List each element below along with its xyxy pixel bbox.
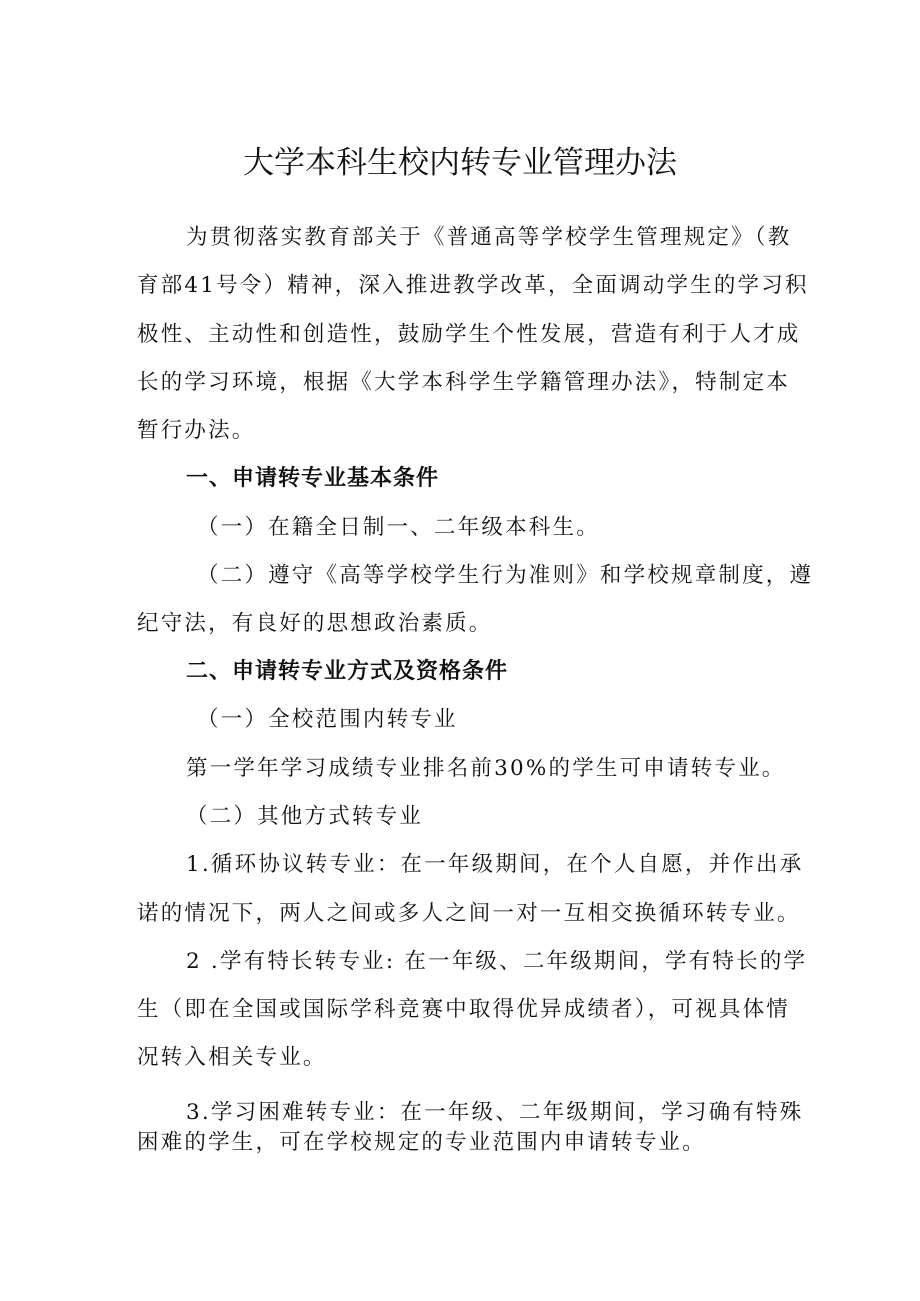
point-1-line-1: 1.循环协议转专业：在一年级期间，在个人自愿，并作出承 xyxy=(186,852,804,877)
point-2-line-3: 况转入相关专业。 xyxy=(137,1045,327,1070)
point-2-line-2: 生（即在全国或国际学科竞赛中取得优异成绩者），可视具体情 xyxy=(137,997,790,1022)
section-1-item-2-line-1: （二）遵守《高等学校学生行为准则》和学校规章制度，遵 xyxy=(197,563,814,588)
intro-line-2: 育部41号令）精神，深入推进教学改革，全面调动学生的学习积 xyxy=(137,273,809,298)
point-3-line-1: 3.学习困难转专业：在一年级、二年级期间，学习确有特殊 xyxy=(186,1100,804,1125)
point-3-line-2: 困难的学生，可在学校规定的专业范围内申请转专业。 xyxy=(137,1130,706,1155)
intro-line-4: 长的学习环境，根据《大学本科学生学籍管理办法》，特制定本 xyxy=(137,370,790,395)
point-2-line-1: 2 .学有特长转专业: 在一年级、二年级期间，学有特长的学 xyxy=(186,949,808,974)
section-2-heading: 二、申请转专业方式及资格条件 xyxy=(186,659,509,684)
intro-line-5: 暂行办法。 xyxy=(137,418,256,443)
section-1-item-2-line-2: 纪守法，有良好的思想政治素质。 xyxy=(137,611,493,636)
section-1-heading: 一、申请转专业基本条件 xyxy=(186,466,440,491)
section-2-sub-2: （二）其他方式转专业 xyxy=(186,804,424,829)
document-title: 大学本科生校内转专业管理办法 xyxy=(243,145,677,181)
intro-line-1: 为贯彻落实教育部关于《普通高等学校学生管理规定》（教 xyxy=(186,225,792,250)
section-2-sub-1: （一）全校范围内转专业 xyxy=(197,707,458,732)
section-1-item-1: （一）在籍全日制一、二年级本科生。 xyxy=(197,515,600,540)
point-1-line-2: 诺的情况下，两人之间或多人之间一对一互相交换循环转专业。 xyxy=(137,901,801,926)
section-2-sub-1-text: 第一学年学习成绩专业排名前30%的学生可申请转专业。 xyxy=(186,756,786,781)
intro-line-3: 极性、主动性和创造性，鼓励学生个性发展，营造有利于人才成 xyxy=(137,322,801,347)
